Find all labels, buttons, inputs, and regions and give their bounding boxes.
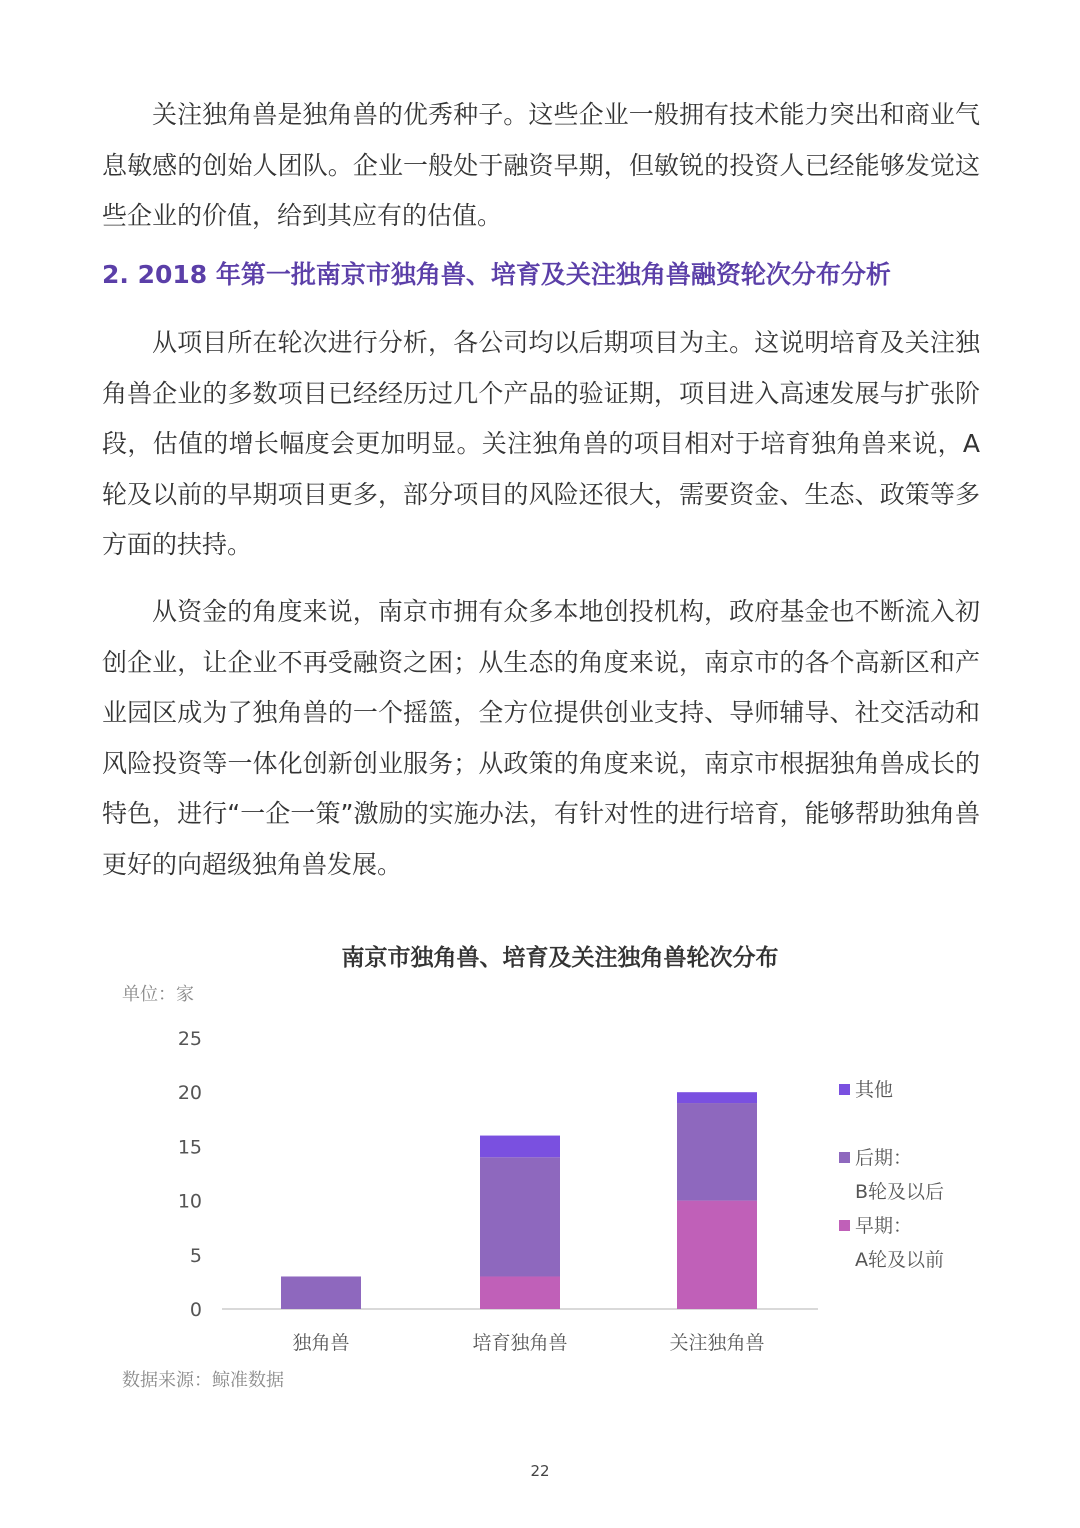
- legend-swatch: [839, 1220, 850, 1231]
- x-tick-label: 培育独角兽: [472, 1332, 568, 1354]
- y-tick-label: 15: [177, 1136, 202, 1159]
- stacked-bar-chart: [0, 920, 1080, 1400]
- y-tick-label: 0: [189, 1299, 202, 1321]
- legend: [839, 1079, 944, 1271]
- y-tick-label: 25: [177, 1028, 202, 1050]
- chart-title: 南京市独角兽、培育及关注独角兽轮次分布: [341, 945, 779, 971]
- legend-label: B轮及以后: [855, 1181, 945, 1203]
- source-label: 数据来源：鲸准数据: [122, 1370, 284, 1391]
- unit-label: 单位：家: [122, 984, 194, 1005]
- bar-segment: [677, 1103, 757, 1201]
- y-tick-label: 20: [177, 1082, 202, 1105]
- bars: [281, 1092, 757, 1309]
- bar-segment: [480, 1136, 560, 1158]
- legend-label: 早期：: [855, 1215, 913, 1237]
- bar-segment: [677, 1092, 757, 1103]
- legend-label: A轮及以前: [855, 1249, 944, 1271]
- legend-swatch: [839, 1152, 850, 1163]
- legend-label: 其他: [855, 1079, 894, 1101]
- legend-label: 后期：: [855, 1147, 913, 1169]
- legend-swatch: [839, 1084, 850, 1095]
- x-tick-label: 独角兽: [292, 1332, 350, 1354]
- y-tick-label: 10: [177, 1190, 202, 1213]
- page-number: 22: [530, 1462, 550, 1480]
- bar-segment: [480, 1157, 560, 1276]
- x-axis-labels: [292, 1332, 764, 1354]
- y-axis: [178, 1028, 202, 1321]
- section-heading: 2. 2018 年第一批南京市独角兽、培育及关注独角兽融资轮次分布分析: [102, 260, 891, 289]
- y-tick-label: 5: [189, 1244, 202, 1267]
- paragraph-1: 关注独角兽是独角兽的优秀种子。这些企业一般拥有技术能力突出和商业气息敏感的创始人团队。企业一般处于融资早期，但敏锐的投资人已经能够发觉这些企业的价值，给到其应有的估值。: [102, 100, 980, 230]
- bar-segment: [480, 1276, 560, 1309]
- bar-segment: [677, 1201, 757, 1309]
- paragraph-2: 从项目所在轮次进行分析，各公司均以后期项目为主。这说明培育及关注独角兽企业的多数项目已经经历过几个产品的验证期，项目进入高速发展与扩张阶段，估值的增长幅度会更加明显。关注独角兽的项目相对于培育独角兽来说，A 轮及以前的早期项目更多，部分项目的风险还很大，需要资金、生态、政策等多方面的扶持。: [102, 328, 980, 559]
- bar-segment: [281, 1276, 361, 1309]
- x-tick-label: 关注独角兽: [669, 1332, 765, 1354]
- paragraph-3: 从资金的角度来说，南京市拥有众多本地创投机构，政府基金也不断流入初创企业，让企业不再受融资之困；从生态的角度来说，南京市的各个高新区和产业园区成为了独角兽的一个摇篮，全方位提供创业支持、导师辅导、社交活动和风险投资等一体化创新创业服务；从政策的角度来说，南京市根据独角兽成长的特色，进行“一企一策”激励的实施办法，有针对性的进行培育，能够帮助独角兽更好的向超级独角兽发展。: [102, 597, 980, 879]
